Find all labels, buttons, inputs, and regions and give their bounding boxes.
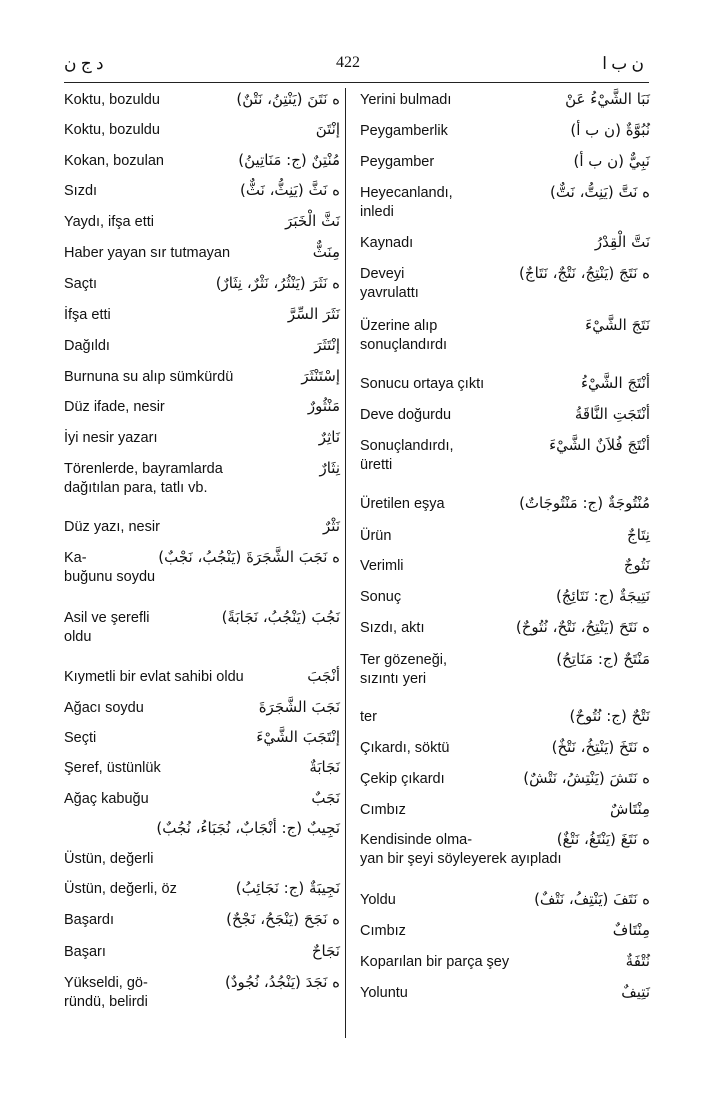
arabic-headword: نَجِيبٌ (ج: أنْجَابٌ، نُجَبَاءُ، نُجُبٌ) [156,819,340,837]
turkish-meaning-continuation: buğunu soydu [64,569,156,585]
arabic-headword: أنْتَجَ الشَّيْءُ [581,374,650,392]
turkish-meaning: Deve doğurdu [360,407,452,423]
dictionary-entry [360,150,650,181]
turkish-meaning: Saçtı [64,276,98,292]
dictionary-entry [360,950,650,981]
arabic-headword: نَتَجَ الشَّيْءَ [585,316,650,334]
page-number: 422 [336,54,360,71]
dictionary-entry [64,241,340,272]
arabic-headword: ه نَتَّ (يَنِتُّ، نَتٌّ) [550,183,650,201]
turkish-meaning: Deveyi [360,266,405,282]
turkish-meaning: Kokan, bozulan [64,153,164,169]
dictionary-entry [360,262,650,314]
dictionary-entry [64,877,340,908]
dictionary-entry [360,616,650,648]
dictionary-entry [64,426,340,457]
header-rule [64,82,649,83]
dictionary-entry [64,606,340,665]
turkish-meaning: Ağaç kabuğu [64,791,149,807]
dictionary-entry [360,403,650,434]
arabic-headword: أنْتَجَتِ النَّاقَةُ [574,405,650,423]
turkish-meaning-continuation: oldu [64,629,92,645]
turkish-meaning: Başardı [64,912,114,928]
dictionary-entry [64,395,340,426]
turkish-meaning: Heyecanlandı, [360,185,453,201]
dictionary-entry [64,546,340,606]
turkish-meaning-continuation: sonuçlandırdı [360,337,448,353]
arabic-headword: ه نَتَنَ (يَنْتِنُ، نَتْنٌ) [236,90,340,108]
arabic-headword: أنْجَبَ [307,667,340,685]
turkish-meaning: Koparılan bir parça şey [360,954,510,970]
dictionary-entry [64,149,340,179]
dictionary-entry [64,272,340,303]
arabic-headword: ه نَتَشَ (يَنْتِشُ، نَتْشٌ) [523,769,650,787]
turkish-meaning-continuation: yavrulattı [360,285,419,301]
arabic-headword: نَثْرٌ [323,517,340,535]
dictionary-entry [360,888,650,919]
turkish-meaning: İyi nesir yazarı [64,430,158,446]
dictionary-entry [64,179,340,210]
turkish-meaning: Koktu, bozuldu [64,122,160,138]
dictionary-entry [64,457,340,515]
turkish-meaning: Burnuna su alıp sümkürdü [64,369,234,385]
turkish-meaning: Üstün, değerli, öz [64,881,177,897]
dictionary-entry [360,554,650,585]
turkish-meaning-continuation: üretti [360,457,393,473]
dictionary-entry [64,696,340,726]
arabic-headword: نُتْفَةٌ [625,952,650,970]
dictionary-entry [360,828,650,888]
turkish-meaning: Ter gözeneği, [360,652,448,668]
dictionary-entry [64,726,340,756]
turkish-meaning: Çıkardı, söktü [360,740,450,756]
turkish-meaning: Kendisinde olma- [360,832,473,848]
dictionary-entry [360,492,650,524]
dictionary-entry [360,119,650,150]
turkish-meaning: Sızdı, aktı [360,620,425,636]
turkish-meaning: Cımbız [360,802,406,818]
turkish-meaning-continuation: sızıntı yeri [360,671,427,687]
turkish-meaning: Peygamberlik [360,123,448,139]
turkish-meaning-continuation: yan bir şeyi söyleyerek ayıpladı [360,851,562,867]
turkish-meaning: Sızdı [64,183,98,199]
turkish-meaning-continuation: ründü, belirdi [64,994,148,1010]
turkish-meaning: Yoluntu [360,985,408,1001]
arabic-headword: نَجُبَ (يَنْجُبُ، نَجَابَةً) [221,608,340,626]
turkish-meaning: Kıymetli bir evlat sahibi oldu [64,669,244,685]
page-header [64,54,644,78]
header-left-key: د ج ن [64,54,104,73]
turkish-meaning: Koktu, bozuldu [64,92,160,108]
dictionary-entry [64,88,340,118]
arabic-headword: نَبَا الشَّيْءُ عَنْ [565,90,650,108]
dictionary-entry [360,705,650,736]
turkish-meaning: Düz yazı, nesir [64,519,160,535]
arabic-headword: إنْتَجَبَ الشَّيْءَ [256,728,340,746]
arabic-headword: أنْتَجَ فُلاَنٌ الشَّيْءَ [549,436,650,454]
dictionary-entry [360,372,650,403]
dictionary-entry [64,665,340,696]
dictionary-entry [64,908,340,940]
dictionary-entry [64,756,340,787]
dictionary-entry [360,88,650,119]
turkish-meaning: Ağacı soydu [64,700,144,716]
arabic-headword: نِتَاجٌ [627,526,650,544]
arabic-headword: مِنْتَافٌ [612,921,650,939]
arabic-headword: نُبُوَّةٌ (ن ب أ) [570,121,650,139]
turkish-meaning-continuation: inledi [360,204,394,220]
dictionary-entry [64,817,340,847]
turkish-meaning: Asil ve şerefli [64,610,150,626]
dictionary-entry [360,767,650,798]
turkish-meaning-continuation: dağıtılan para, tatlı vb. [64,480,208,496]
arabic-headword: نَتَّ الْقِدْرُ [594,233,650,251]
turkish-meaning: Seçti [64,730,97,746]
turkish-meaning: Ürün [360,528,392,544]
turkish-meaning: Dağıldı [64,338,110,354]
arabic-headword: مِنَثٌّ [312,243,340,261]
arabic-headword: نِثَارٌ [319,459,340,477]
turkish-meaning: Cımbız [360,923,406,939]
dictionary-entry [360,181,650,231]
turkish-meaning: Yoldu [360,892,396,908]
arabic-headword: مَنْتَحٌ (ج: مَنَاتِحُ) [556,650,650,668]
dictionary-entry [360,919,650,950]
dictionary-entry [64,210,340,241]
dictionary-entry [64,971,340,1021]
arabic-headword: نَتِيجَةٌ (ج: نَتَائِجُ) [555,587,650,605]
arabic-headword: ه نَثَرَ (يَنْثُرُ، نَثْرٌ، نِثَارٌ) [215,274,340,292]
arabic-headword: ه نَجَدَ (يَنْجُدُ، نُجُودٌ) [225,973,340,991]
arabic-headword: إسْتَنْثَرَ [301,367,340,385]
arabic-headword: مُنْتِنٌ (ج: مَنَاتِينُ) [238,151,340,169]
dictionary-entry [360,434,650,492]
dictionary-entry [360,314,650,372]
header-right-key: ن ب ا [602,54,644,73]
turkish-meaning: Kaynadı [360,235,414,251]
turkish-meaning: Sonuçlandırdı, [360,438,454,454]
turkish-meaning: Yaydı, ifşa etti [64,214,154,230]
arabic-headword: ه نَتَجَ (يَنْتِجُ، نَتْجٌ، نَتَاجٌ) [519,264,650,282]
arabic-headword: ه نَتَغَ (يَنْتَغُ، نَتْغٌ) [556,830,650,848]
dictionary-entry [360,981,650,1011]
column-divider [345,88,346,1038]
arabic-headword: نَجَبَ الشَّجَرَةَ [258,698,340,716]
turkish-meaning: Peygamber [360,154,435,170]
dictionary-entry [64,303,340,334]
arabic-headword: مِنْتَاشٌ [610,800,650,818]
dictionary-entry [360,524,650,554]
dictionary-entry [360,231,650,262]
turkish-meaning: Sonuç [360,589,402,605]
arabic-headword: ه نَتَحَ (يَنْتِحُ، نَتْحٌ، نُتُوحٌ) [515,618,650,636]
turkish-meaning: Haber yayan sır tutmayan [64,245,231,261]
turkish-meaning: Üretilen eşya [360,496,445,512]
arabic-headword: إنْتَثَرَ [314,336,340,354]
arabic-headword: مُنْتُوجَةٌ (ج: مَنْتُوجَاتٌ) [519,494,650,512]
turkish-meaning: Şeref, üstünlük [64,760,161,776]
turkish-meaning: Üstün, değerli [64,851,154,867]
turkish-meaning: Ka- [64,550,87,566]
dictionary-entry [64,787,340,817]
turkish-meaning: Yükseldi, gö- [64,975,148,991]
turkish-meaning: Üzerine alıp [360,318,438,334]
dictionary-entry [64,940,340,971]
arabic-headword: نَاثِرٌ [318,428,340,446]
turkish-meaning: İfşa etti [64,307,111,323]
dictionary-entry [360,798,650,828]
dictionary-entry [64,334,340,365]
arabic-headword: نَجَابَةٌ [309,758,340,776]
dictionary-entry [64,847,340,877]
arabic-headword: نَجَاحٌ [311,942,340,960]
turkish-meaning: Törenlerde, bayramlarda [64,461,223,477]
arabic-headword: نَثَّ الْخَبَرَ [285,212,340,230]
arabic-headword: نَجِيبَةٌ (ج: نَجَائِبُ) [235,879,340,897]
turkish-meaning: Çekip çıkardı [360,771,445,787]
turkish-meaning: ter [360,709,377,725]
turkish-meaning: Verimli [360,558,404,574]
turkish-meaning: Yerini bulmadı [360,92,452,108]
arabic-headword: نَتُوجٌ [623,556,650,574]
arabic-headword: ه نَجَبَ الشَّجَرَةَ (يَنْجُبُ، نَجْبٌ) [158,548,340,566]
dictionary-entry [64,365,340,395]
dictionary-entry [360,736,650,767]
turkish-meaning: Başarı [64,944,106,960]
arabic-headword: نَتِيفٌ [621,983,650,1001]
turkish-meaning: Sonucu ortaya çıktı [360,376,485,392]
dictionary-entry [64,515,340,546]
arabic-headword: ه نَجَحَ (يَنْجَحُ، نَجْحٌ) [226,910,340,928]
dictionary-entry [360,648,650,705]
arabic-headword: نَتْحٌ (ج: نُتُوحٌ) [569,707,650,725]
arabic-headword: ه نَتَخَ (يَنْتِخُ، نَتْخٌ) [551,738,650,756]
arabic-headword: نَجَبٌ [311,789,340,807]
arabic-headword: إنْتَنَ [315,120,340,138]
dictionary-entry [64,118,340,149]
arabic-headword: نَبِيٌّ (ن ب أ) [573,152,650,170]
arabic-headword: مَنْثُورٌ [307,397,340,415]
arabic-headword: ه نَثَّ (يَنِثُّ، نَثٌّ) [240,181,340,199]
dictionary-entry [360,585,650,616]
arabic-headword: ه نَتَفَ (يَنْتِفُ، نَتْفٌ) [534,890,650,908]
turkish-meaning: Düz ifade, nesir [64,399,165,415]
arabic-headword: نَثَرَ السِّرَّ [287,305,340,323]
